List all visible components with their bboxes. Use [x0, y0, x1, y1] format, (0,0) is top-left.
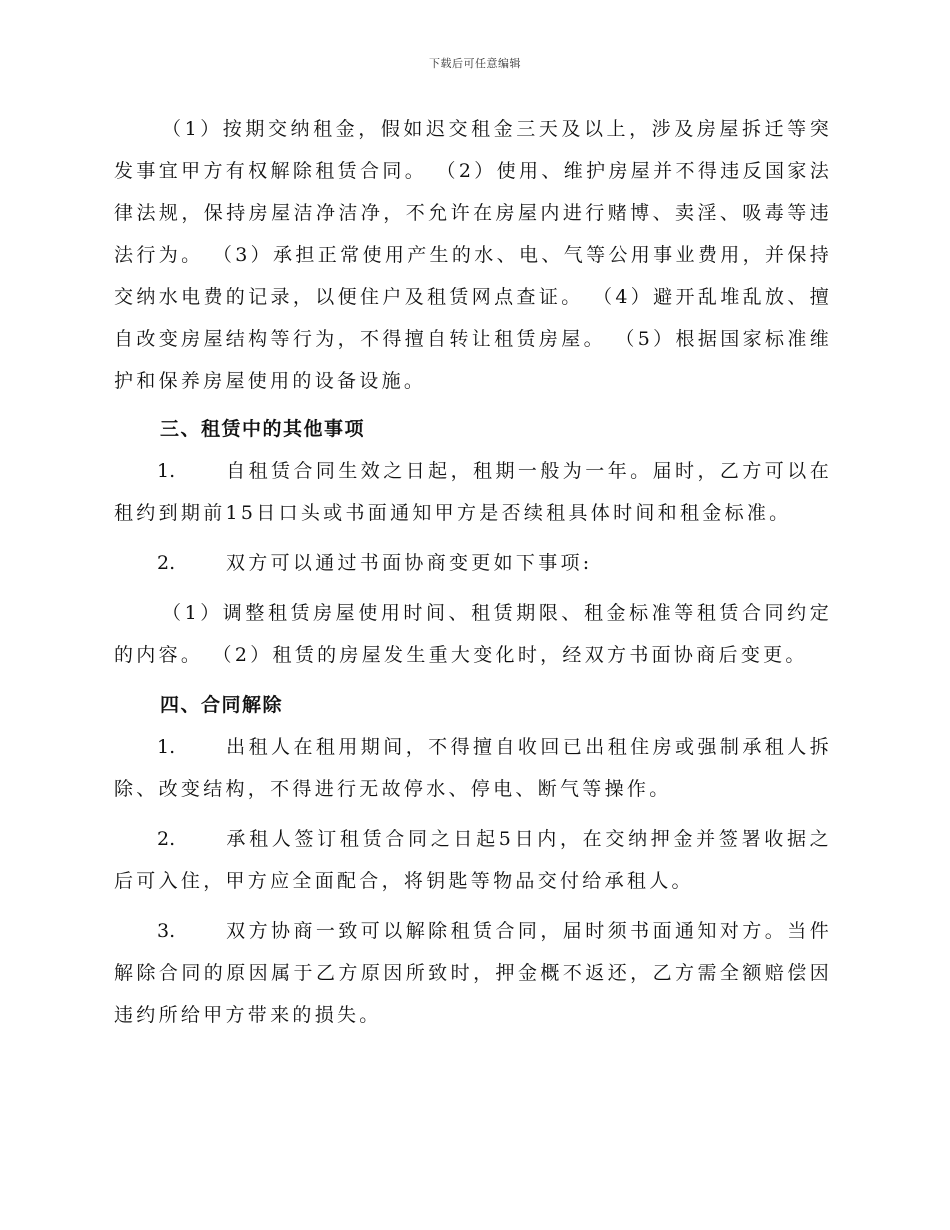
item-text: 出租人在租用期间，不得擅自收回已出租住房或强制承租人拆除、改变结构，不得进行无故停水、停电、断气等操作。 — [114, 736, 832, 800]
change-items-paragraph: （1）调整租赁房屋使用时间、租赁期限、租金标准等租赁合同约定的内容。 （2）租赁的房屋发生重大变化时，经双方书面协商后变更。 — [114, 602, 832, 666]
section-heading-termination: 四、合同解除 — [160, 694, 284, 716]
numbered-item — [114, 542, 832, 584]
item-number: 3. — [157, 920, 176, 942]
numbered-item — [114, 910, 832, 1036]
section-heading-other-matters: 三、租赁中的其他事项 — [160, 418, 366, 440]
numbered-item — [114, 818, 832, 902]
page-header: 下载后可任意编辑 — [429, 57, 521, 70]
item-number: 1. — [157, 736, 176, 758]
item-text: 自租赁合同生效之日起，租期一般为一年。届时，乙方可以在租约到期前15日口头或书面通知甲方是否续租具体时间和租金标准。 — [114, 460, 832, 524]
item-number: 1. — [157, 460, 176, 482]
item-text: 双方可以通过书面协商变更如下事项: — [226, 552, 593, 574]
numbered-item — [114, 726, 832, 810]
obligations-paragraph: （1）按期交纳租金，假如迟交租金三天及以上，涉及房屋拆迁等突发事宜甲方有权解除租赁合同。 （2）使用、维护房屋并不得违反国家法律法规，保持房屋洁净洁净，不允许在房屋内进行赌博、卖淫、吸毒等违法行为。 （3）承担正常使用产生的水、电、气等公用事业费用，并保持交纳水电费的记录，以便住户及租赁网点查证。 （4）避开乱堆乱放、擅自改变房屋结构等行为，不得擅自转让租赁房屋。 （5）根据国家标准维护和保养房屋使用的设备设施。 — [114, 118, 832, 392]
item-number: 2. — [157, 828, 176, 850]
numbered-item — [114, 450, 832, 534]
item-text: 双方协商一致可以解除租赁合同，届时须书面通知对方。当件解除合同的原因属于乙方原因所致时，押金概不返还，乙方需全额赔偿因违约所给甲方带来的损失。 — [114, 920, 832, 1026]
item-number: 2. — [157, 552, 176, 574]
item-text: 承租人签订租赁合同之日起5日内，在交纳押金并签署收据之后可入住，甲方应全面配合，将钥匙等物品交付给承租人。 — [114, 828, 832, 892]
document-body — [114, 108, 832, 1044]
